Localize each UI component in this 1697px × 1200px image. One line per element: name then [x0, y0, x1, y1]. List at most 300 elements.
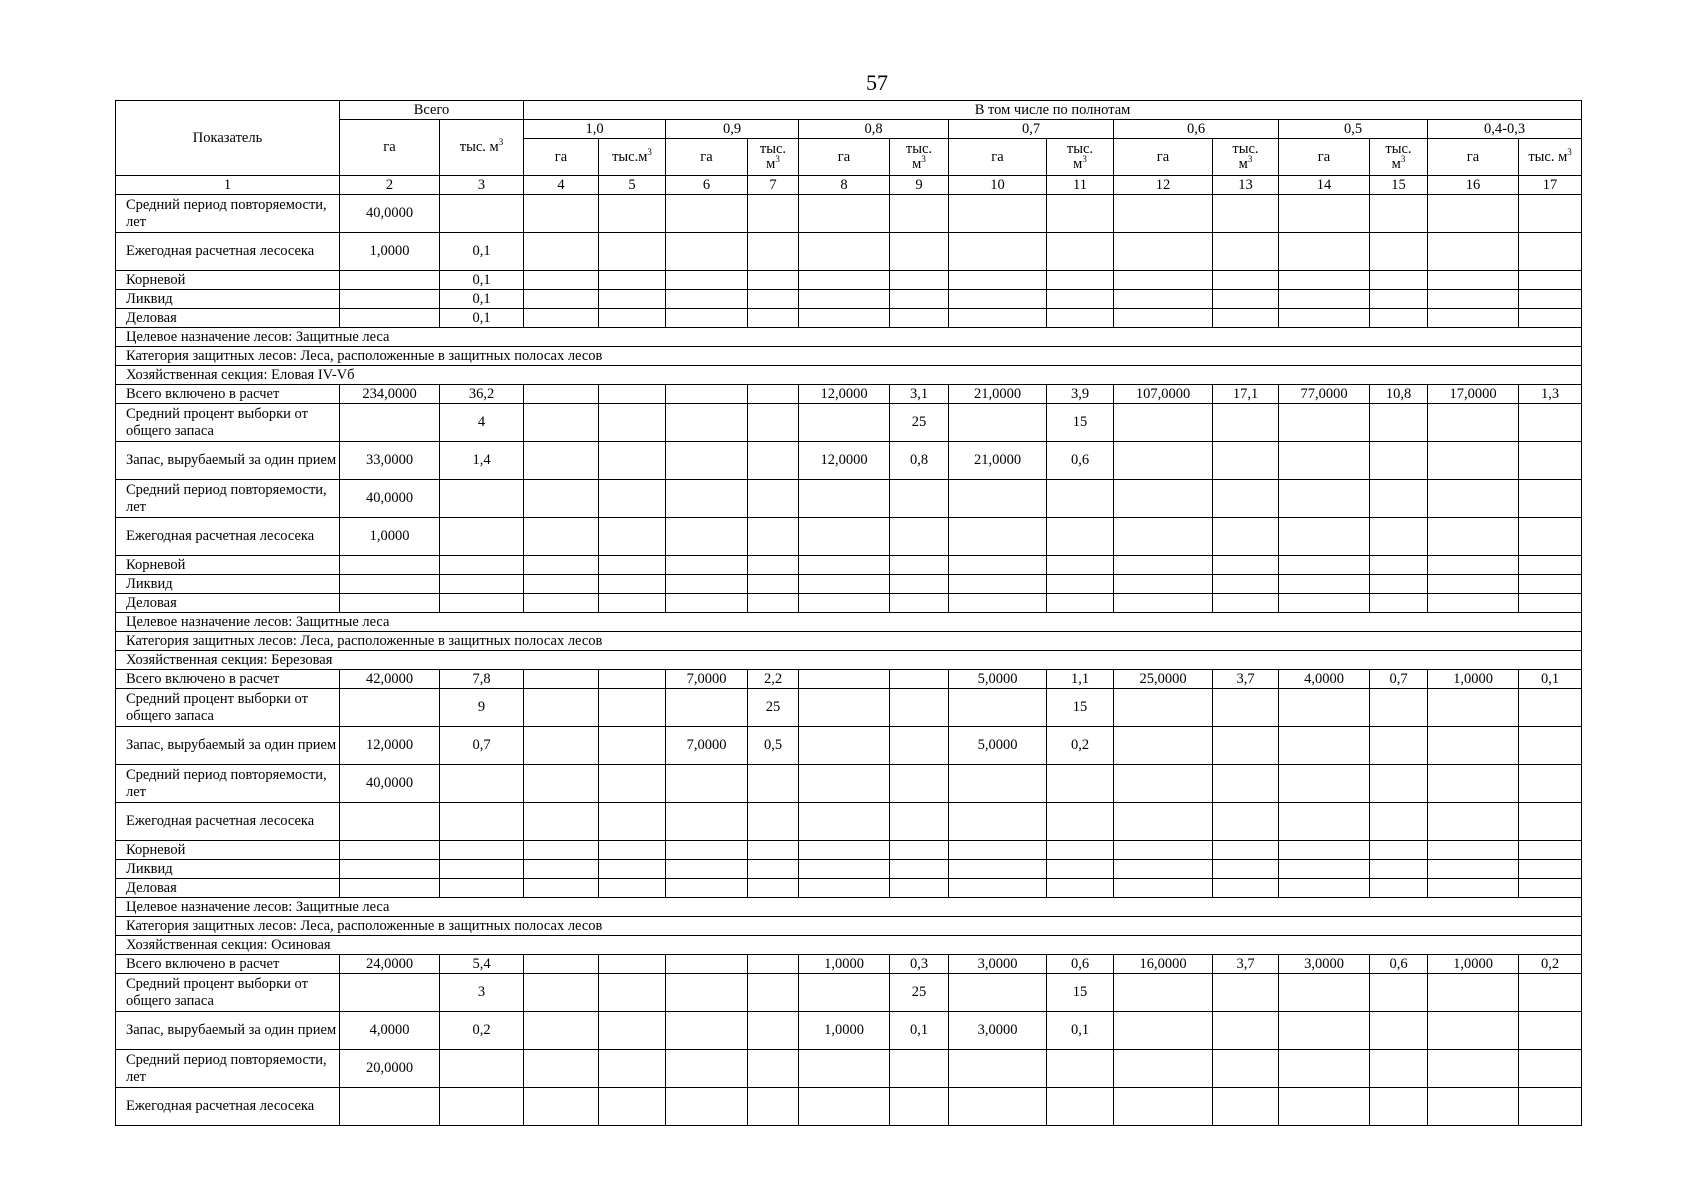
table-row: [116, 879, 1582, 898]
table-cell: 0,5: [748, 727, 799, 765]
table-cell: [949, 860, 1047, 879]
table-cell: [599, 575, 666, 594]
table-cell: [1047, 1088, 1114, 1126]
table-cell: [949, 480, 1047, 518]
table-cell: [949, 765, 1047, 803]
header-density-5: 0,6: [1114, 120, 1279, 139]
table-cell: [1047, 233, 1114, 271]
table-cell: [1279, 879, 1370, 898]
table-cell: [1370, 727, 1428, 765]
table-cell: 5,0000: [949, 670, 1047, 689]
table-row: [116, 404, 1582, 442]
table-cell: [799, 879, 890, 898]
table-cell: [1519, 974, 1582, 1012]
row-label: Всего включено в расчет: [116, 670, 340, 689]
table-cell: 0,1: [440, 271, 524, 290]
table-cell: [666, 1088, 748, 1126]
column-number: 13: [1213, 176, 1279, 195]
table-cell: [799, 727, 890, 765]
table-cell: [748, 271, 799, 290]
header-total-thous: тыс. $м^3$: [440, 120, 524, 176]
table-row: [116, 290, 1582, 309]
table-cell: [340, 1088, 440, 1126]
table-cell: 25,0000: [1114, 670, 1213, 689]
header-density-1: 1,0: [524, 120, 666, 139]
table-cell: [440, 860, 524, 879]
table-cell: [1047, 1050, 1114, 1088]
table-cell: 1,0000: [799, 955, 890, 974]
column-number: 9: [890, 176, 949, 195]
table-cell: [599, 1088, 666, 1126]
table-cell: [599, 765, 666, 803]
column-number: 11: [1047, 176, 1114, 195]
table-cell: [599, 955, 666, 974]
table-cell: [524, 765, 599, 803]
column-number: 8: [799, 176, 890, 195]
table-cell: [524, 860, 599, 879]
table-cell: [1279, 689, 1370, 727]
table-cell: [799, 290, 890, 309]
header-thous: тыс. $м^3$: [890, 139, 949, 176]
table-cell: [748, 442, 799, 480]
table-cell: [1428, 1050, 1519, 1088]
table-cell: 12,0000: [799, 385, 890, 404]
column-numbers-row: [116, 176, 1582, 195]
table-cell: [666, 290, 748, 309]
table-cell: 0,1: [440, 233, 524, 271]
table-cell: [1370, 309, 1428, 328]
table-row: [116, 195, 1582, 233]
table-cell: [1213, 233, 1279, 271]
table-cell: [748, 765, 799, 803]
row-label: Ликвид: [116, 290, 340, 309]
table-cell: [1370, 803, 1428, 841]
table-row: [116, 1088, 1582, 1126]
header-by-density: В том числе по полнотам: [524, 101, 1582, 120]
header-density-2: 0,9: [666, 120, 799, 139]
header-thous: тыс. $м^3$: [748, 139, 799, 176]
table-cell: [1047, 556, 1114, 575]
table-cell: [799, 974, 890, 1012]
table-row: [116, 594, 1582, 613]
table-cell: [666, 879, 748, 898]
table-cell: [799, 860, 890, 879]
table-cell: [890, 670, 949, 689]
table-cell: [440, 1050, 524, 1088]
table-cell: [1279, 727, 1370, 765]
table-cell: [1279, 860, 1370, 879]
row-label: Средний период повторяемости, лет: [116, 195, 340, 233]
table-cell: [599, 442, 666, 480]
table-cell: 4: [440, 404, 524, 442]
table-cell: [1279, 271, 1370, 290]
table-cell: [748, 233, 799, 271]
table-cell: [599, 594, 666, 613]
table-cell: [599, 1012, 666, 1050]
row-label: Ежегодная расчетная лесосека: [116, 1088, 340, 1126]
table-cell: [666, 974, 748, 1012]
table-cell: 1,0000: [340, 518, 440, 556]
row-label: Средний процент выборки от общего запаса: [116, 404, 340, 442]
table-cell: [666, 1050, 748, 1088]
table-row: [116, 955, 1582, 974]
table-cell: [599, 556, 666, 575]
table-cell: [1114, 1012, 1213, 1050]
table-cell: [599, 195, 666, 233]
table-cell: [666, 195, 748, 233]
table-cell: [1213, 480, 1279, 518]
table-cell: [1519, 233, 1582, 271]
table-cell: [1428, 442, 1519, 480]
header-density-6: 0,5: [1279, 120, 1428, 139]
table-cell: 107,0000: [1114, 385, 1213, 404]
table-cell: [949, 290, 1047, 309]
table-cell: [440, 594, 524, 613]
table-cell: 3,0000: [949, 955, 1047, 974]
section-label: Категория защитных лесов: Леса, расположенные в защитных полосах лесов: [116, 917, 1582, 936]
table-cell: 24,0000: [340, 955, 440, 974]
table-cell: 7,0000: [666, 670, 748, 689]
row-label: Средний период повторяемости, лет: [116, 1050, 340, 1088]
table-cell: [748, 803, 799, 841]
table-cell: [1519, 803, 1582, 841]
table-cell: [1213, 195, 1279, 233]
table-cell: [1370, 404, 1428, 442]
column-number: 16: [1428, 176, 1519, 195]
table-cell: [1213, 290, 1279, 309]
table-cell: [1047, 879, 1114, 898]
table-cell: [748, 480, 799, 518]
header-thous: тыс. $м^3$: [1213, 139, 1279, 176]
table-cell: [890, 290, 949, 309]
table-row: [116, 974, 1582, 1012]
table-cell: [1279, 1088, 1370, 1126]
table-cell: [799, 233, 890, 271]
column-number: 3: [440, 176, 524, 195]
table-cell: [1213, 860, 1279, 879]
table-cell: [599, 271, 666, 290]
table-cell: [1114, 879, 1213, 898]
table-cell: [1370, 575, 1428, 594]
table-cell: [1213, 309, 1279, 328]
table-cell: [1114, 689, 1213, 727]
section-row: [116, 936, 1582, 955]
row-label: Средний процент выборки от общего запаса: [116, 689, 340, 727]
table-cell: [524, 195, 599, 233]
table-cell: 0,2: [440, 1012, 524, 1050]
row-label: Корневой: [116, 841, 340, 860]
table-cell: [340, 271, 440, 290]
header-density-4: 0,7: [949, 120, 1114, 139]
table-cell: [1370, 480, 1428, 518]
table-cell: [1279, 575, 1370, 594]
table-cell: [1213, 404, 1279, 442]
table-cell: [1047, 309, 1114, 328]
table-cell: [524, 556, 599, 575]
table-cell: [1047, 480, 1114, 518]
table-cell: 21,0000: [949, 385, 1047, 404]
column-number: 1: [116, 176, 340, 195]
table-cell: [1213, 442, 1279, 480]
table-cell: 0,2: [1047, 727, 1114, 765]
table-cell: [1213, 556, 1279, 575]
table-cell: [1279, 1050, 1370, 1088]
table-cell: [890, 575, 949, 594]
table-cell: [748, 575, 799, 594]
table-cell: [1370, 1088, 1428, 1126]
table-cell: [1279, 803, 1370, 841]
table-cell: [748, 385, 799, 404]
row-label: Запас, вырубаемый за один прием: [116, 442, 340, 480]
table-cell: [1370, 594, 1428, 613]
table-cell: [666, 271, 748, 290]
table-row: [116, 841, 1582, 860]
table-row: [116, 385, 1582, 404]
table-cell: 1,4: [440, 442, 524, 480]
section-row: [116, 366, 1582, 385]
table-row: [116, 727, 1582, 765]
table-cell: [1428, 860, 1519, 879]
row-label: Ликвид: [116, 575, 340, 594]
table-cell: 0,1: [440, 290, 524, 309]
table-cell: [340, 290, 440, 309]
table-cell: 0,1: [890, 1012, 949, 1050]
table-cell: [1279, 195, 1370, 233]
table-cell: 1,1: [1047, 670, 1114, 689]
section-row: [116, 898, 1582, 917]
table-cell: 40,0000: [340, 195, 440, 233]
table-cell: [1519, 556, 1582, 575]
table-cell: [890, 309, 949, 328]
table-cell: 3,7: [1213, 955, 1279, 974]
table-cell: [1279, 309, 1370, 328]
table-cell: [890, 765, 949, 803]
table-cell: [599, 233, 666, 271]
table-cell: [748, 290, 799, 309]
table-cell: 20,0000: [340, 1050, 440, 1088]
table-row: [116, 480, 1582, 518]
row-label: Ликвид: [116, 860, 340, 879]
header-total-ha: га: [340, 120, 440, 176]
table-cell: [666, 575, 748, 594]
table-cell: [748, 556, 799, 575]
table-cell: [949, 879, 1047, 898]
table-cell: [666, 860, 748, 879]
table-cell: [666, 385, 748, 404]
table-cell: [1213, 765, 1279, 803]
table-cell: [1047, 594, 1114, 613]
header-ha: га: [799, 139, 890, 176]
table-cell: [1213, 879, 1279, 898]
table-cell: [1370, 689, 1428, 727]
column-number: 10: [949, 176, 1047, 195]
table-cell: [1114, 556, 1213, 575]
table-cell: [340, 974, 440, 1012]
table-cell: [1047, 195, 1114, 233]
table-cell: [1279, 556, 1370, 575]
table-cell: [748, 1012, 799, 1050]
table-cell: 12,0000: [799, 442, 890, 480]
table-cell: [799, 575, 890, 594]
table-cell: [748, 195, 799, 233]
table-cell: [524, 841, 599, 860]
table-cell: [748, 309, 799, 328]
table-cell: [949, 1088, 1047, 1126]
table-cell: 3,0000: [949, 1012, 1047, 1050]
table-cell: [666, 518, 748, 556]
table-cell: 25: [748, 689, 799, 727]
table-cell: [949, 518, 1047, 556]
table-cell: [799, 1050, 890, 1088]
table-cell: [1114, 727, 1213, 765]
table-cell: [890, 1050, 949, 1088]
table-cell: [1370, 1050, 1428, 1088]
table-cell: 0,6: [1047, 442, 1114, 480]
table-cell: 5,0000: [949, 727, 1047, 765]
table-cell: [1519, 195, 1582, 233]
table-cell: [1213, 1012, 1279, 1050]
column-number: 14: [1279, 176, 1370, 195]
table-cell: [1370, 271, 1428, 290]
table-cell: [1213, 271, 1279, 290]
table-cell: 40,0000: [340, 765, 440, 803]
column-number: 12: [1114, 176, 1213, 195]
table-row: [116, 670, 1582, 689]
table-cell: [1047, 518, 1114, 556]
row-label: Корневой: [116, 271, 340, 290]
header-ha: га: [1279, 139, 1370, 176]
table-cell: [666, 556, 748, 575]
column-number: 15: [1370, 176, 1428, 195]
table-cell: [1428, 1012, 1519, 1050]
table-cell: [524, 309, 599, 328]
table-cell: [1370, 518, 1428, 556]
table-cell: [1428, 594, 1519, 613]
table-cell: [1519, 290, 1582, 309]
table-cell: [666, 404, 748, 442]
table-cell: 17,1: [1213, 385, 1279, 404]
table-cell: [1114, 575, 1213, 594]
table-cell: [1428, 556, 1519, 575]
table-cell: 7,8: [440, 670, 524, 689]
table-cell: [1370, 233, 1428, 271]
table-cell: [340, 594, 440, 613]
row-label: Ежегодная расчетная лесосека: [116, 803, 340, 841]
table-cell: [524, 1012, 599, 1050]
table-cell: [748, 879, 799, 898]
table-cell: 3,9: [1047, 385, 1114, 404]
table-cell: [599, 518, 666, 556]
table-cell: [949, 271, 1047, 290]
table-cell: [1519, 765, 1582, 803]
table-cell: [1279, 841, 1370, 860]
table-cell: [748, 594, 799, 613]
table-cell: [599, 879, 666, 898]
table-cell: [440, 765, 524, 803]
table-cell: [1519, 727, 1582, 765]
table-row: [116, 575, 1582, 594]
table-cell: [1519, 1012, 1582, 1050]
table-cell: [748, 1050, 799, 1088]
table-cell: 4,0000: [340, 1012, 440, 1050]
table-cell: [1370, 556, 1428, 575]
table-cell: [1370, 195, 1428, 233]
table-cell: [1428, 290, 1519, 309]
table-cell: [524, 1088, 599, 1126]
table-cell: [524, 1050, 599, 1088]
table-cell: [1279, 404, 1370, 442]
table-cell: [890, 1088, 949, 1126]
table-cell: [524, 670, 599, 689]
table-cell: 0,8: [890, 442, 949, 480]
table-cell: [799, 689, 890, 727]
table-cell: [340, 803, 440, 841]
table-cell: [799, 594, 890, 613]
table-cell: [599, 670, 666, 689]
table-cell: [1114, 594, 1213, 613]
table-row: [116, 442, 1582, 480]
table-cell: [1279, 1012, 1370, 1050]
row-label: Средний период повторяемости, лет: [116, 480, 340, 518]
table-cell: [599, 803, 666, 841]
table-cell: [1428, 727, 1519, 765]
table-cell: [440, 518, 524, 556]
table-cell: [799, 518, 890, 556]
header-thous: тыс. $м^3$: [1519, 139, 1582, 176]
table-cell: [949, 974, 1047, 1012]
table-cell: [1213, 974, 1279, 1012]
column-number: 5: [599, 176, 666, 195]
table-cell: [748, 1088, 799, 1126]
table-cell: [1114, 803, 1213, 841]
table-cell: 10,8: [1370, 385, 1428, 404]
section-label: Хозяйственная секция: Еловая IV-Vб: [116, 366, 1582, 385]
table-cell: 3,0000: [1279, 955, 1370, 974]
table-cell: [890, 594, 949, 613]
table-cell: 0,7: [1370, 670, 1428, 689]
table-cell: [1519, 404, 1582, 442]
table-cell: [949, 404, 1047, 442]
table-cell: 0,6: [1370, 955, 1428, 974]
table-cell: [1213, 727, 1279, 765]
table-cell: [340, 841, 440, 860]
table-cell: [1428, 309, 1519, 328]
table-cell: [1279, 290, 1370, 309]
table-cell: [1047, 860, 1114, 879]
table-cell: [949, 195, 1047, 233]
table-cell: [748, 404, 799, 442]
table-cell: [524, 803, 599, 841]
table-cell: [1370, 765, 1428, 803]
table-cell: [1428, 404, 1519, 442]
table-cell: [799, 404, 890, 442]
table-cell: [949, 803, 1047, 841]
table-cell: 1,0000: [1428, 955, 1519, 974]
header-ha: га: [524, 139, 599, 176]
table-cell: [1519, 480, 1582, 518]
column-number: 6: [666, 176, 748, 195]
table-row: [116, 689, 1582, 727]
table-cell: [1428, 195, 1519, 233]
table-cell: 15: [1047, 974, 1114, 1012]
table-cell: 0,1: [1047, 1012, 1114, 1050]
table-cell: [1279, 480, 1370, 518]
table-cell: [799, 765, 890, 803]
table-cell: [666, 309, 748, 328]
table-cell: [1114, 233, 1213, 271]
table-cell: [524, 575, 599, 594]
table-cell: [890, 518, 949, 556]
